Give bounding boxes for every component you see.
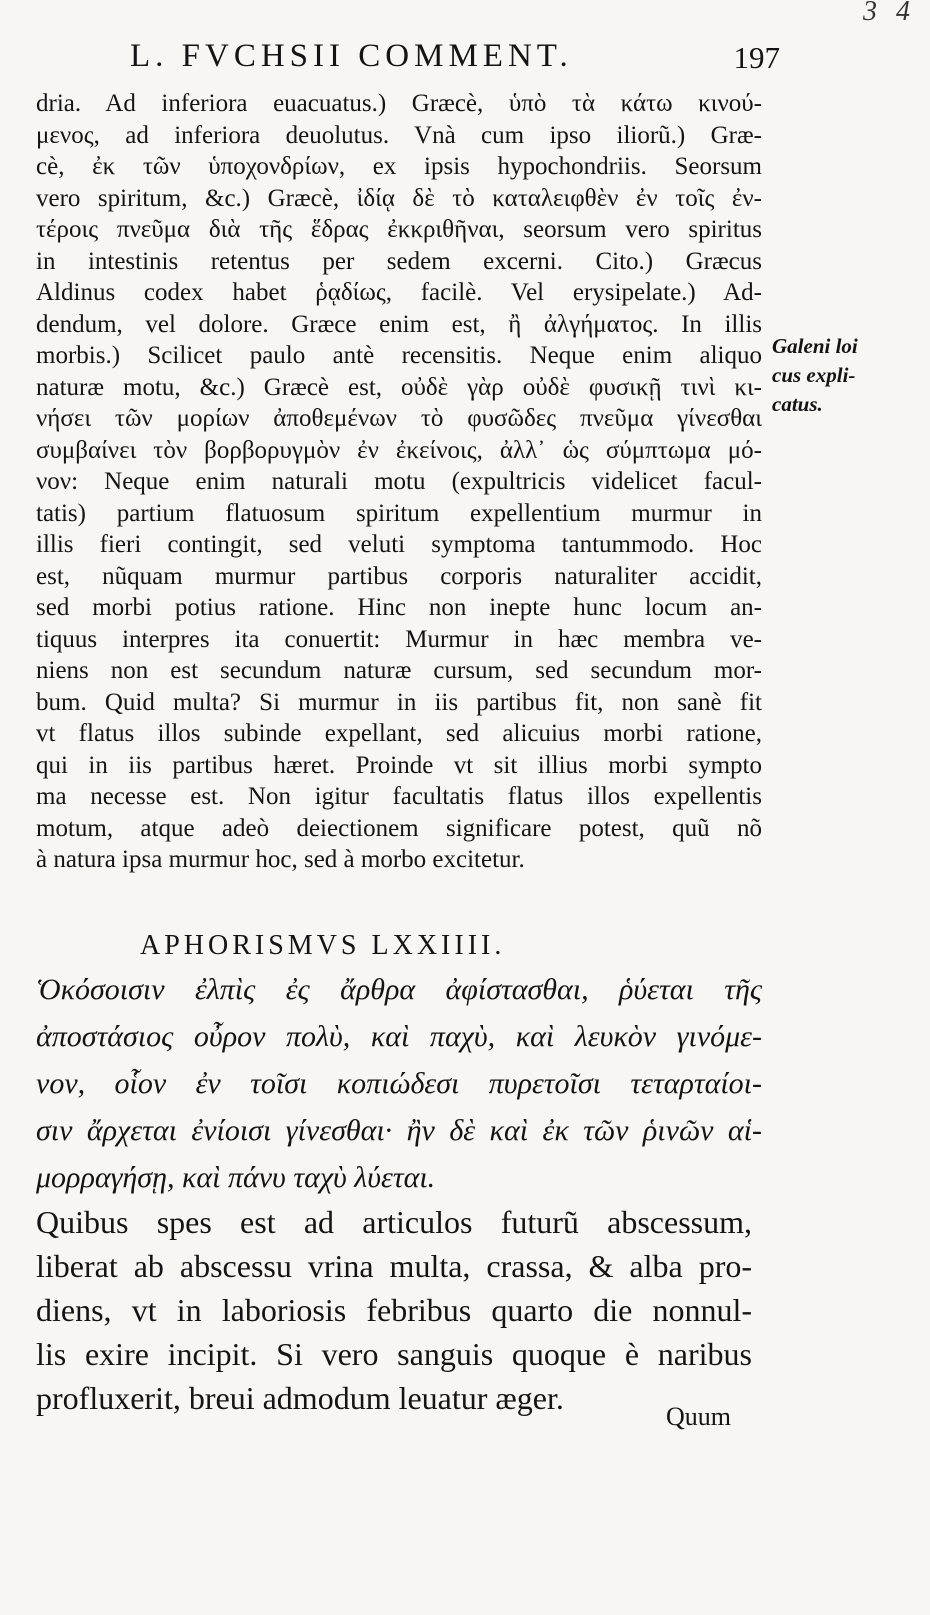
- commentary-line: qui in iis partibus hæret. Proinde vt sit illius morbi sympto: [36, 751, 762, 779]
- latin-line: liberat ab abscessu vrina multa, crassa, & alba pro-: [36, 1248, 752, 1284]
- catchword: Quum: [666, 1402, 731, 1431]
- commentary-line: νον: Neque enim naturali motu (expultricis videlicet facul-: [36, 468, 762, 495]
- greek-line: Ὁκόσοισιν ἐλπὶς ἐς ἄρθρα ἀφίστασθαι, ῥύεται τῆς: [36, 973, 762, 1006]
- running-head: [130, 38, 780, 82]
- commentary-line: tiquus interpres ita conuertit: Murmur in hæc membra ve-: [36, 625, 762, 653]
- commentary-line: νήσει τῶν μορίων ἀποθεμένων τὸ φυσῶδες πνεῦμα γίνεσθαι: [36, 405, 762, 432]
- commentary-line: motum, atque adeò deiectionem significare potest, quũ nõ: [36, 814, 762, 842]
- commentary-line: illis fieri contingit, sed veluti symptoma tantummodo. Hoc: [36, 531, 762, 558]
- commentary-line: dendum, vel dolore. Græce enim est, ἢ ἀλγήματος. In illis: [36, 310, 762, 338]
- aphorism-heading: APHORISMVS LXXIIII.: [140, 930, 506, 961]
- folio-number: 197: [733, 40, 780, 75]
- commentary-line: vero spiritum, &c.) Græcè, ἰδίᾳ δὲ τὸ καταλειφθὲν ἐν τοῖς ἐν-: [36, 184, 762, 212]
- commentary-line: cè, ἐκ τῶν ὑποχονδρίων, ex ipsis hypochondriis. Seorsum: [36, 153, 762, 180]
- commentary-line: dria. Ad inferiora euacuatus.) Græcè, ὑπὸ τὰ κάτω κινού-: [36, 90, 762, 117]
- greek-line: σιν ἄρχεται ἐνίοισι γίνεσθαι· ἢν δὲ καὶ ἐκ τῶν ῥινῶν αἱ-: [36, 1114, 762, 1147]
- marginal-note-line: catus.: [772, 392, 823, 416]
- commentary-line: τέροις πνεῦμα διὰ τῆς ἕδρας ἐκκριθῆναι, seorsum vero spiritus: [36, 216, 762, 243]
- commentary-line: sed morbi potius ratione. Hinc non inepte hunc locum an-: [36, 594, 762, 621]
- latin-line: diens, vt in laboriosis febribus quarto die nonnul-: [36, 1292, 752, 1328]
- marginal-note-line: Galeni loi: [772, 334, 858, 358]
- commentary-line: συμβαίνει τὸν βορβορυγμὸν ἐν ἐκείνοις, ἀλλ᾽ ὡς σύμπτωμα μό-: [36, 436, 762, 464]
- latin-line: profluxerit, breui admodum leuatur æger.: [36, 1380, 564, 1416]
- commentary-line: in intestinis retentus per sedem excerni. Cito.) Græcus: [36, 247, 762, 275]
- commentary-line: Aldinus codex habet ῥᾳδίως, facilè. Vel erysipelate.) Ad-: [36, 279, 762, 306]
- commentary-text: [36, 88, 762, 876]
- greek-line: νον, οἷον ἐν τοῖσι κοπιώδεσι πυρετοῖσι τεταρταίοι-: [36, 1067, 762, 1100]
- greek-line: ἀποστάσιος οὖρον πολὺ, καὶ παχὺ, καὶ λευκὸν γινόμε-: [36, 1020, 762, 1053]
- greek-aphorism-text: [36, 966, 762, 1201]
- commentary-line: morbis.) Scilicet paulo antè recensitis. Neque enim aliquo: [36, 342, 762, 369]
- commentary-line: niens non est secundum naturæ cursum, sed secundum mor-: [36, 657, 762, 684]
- commentary-line: naturæ motu, &c.) Græcè est, οὐδὲ γὰρ οὐδὲ φυσικῇ τινὶ κι-: [36, 373, 762, 401]
- marginal-note: [772, 332, 922, 419]
- corner-marks: 3 4: [863, 0, 916, 27]
- running-title: L. FVCHSII COMMENT.: [130, 38, 573, 74]
- latin-line: Quibus spes est ad articulos futurũ abscessum,: [36, 1204, 752, 1240]
- latin-line: lis exire incipit. Si vero sanguis quoque è naribus: [36, 1336, 752, 1372]
- commentary-line: est, nũquam murmur partibus corporis naturaliter accidit,: [36, 562, 762, 590]
- commentary-line: μενος, ad inferiora deuolutus. Vnà cum ipso iliorũ.) Græ-: [36, 121, 762, 149]
- commentary-line: à natura ipsa murmur hoc, sed à morbo excitetur.: [36, 846, 525, 873]
- commentary-line: vt flatus illos subinde expellant, sed alicuius morbi ratione,: [36, 720, 762, 747]
- latin-aphorism-text: [36, 1200, 752, 1420]
- greek-line: μορραγήσῃ, καὶ πάνυ ταχὺ λύεται.: [36, 1161, 436, 1194]
- marginal-note-line: cus expli-: [772, 363, 856, 387]
- commentary-line: bum. Quid multa? Si murmur in iis partibus fit, non sanè fit: [36, 688, 762, 716]
- commentary-line: ma necesse est. Non igitur facultatis flatus illos expellentis: [36, 783, 762, 810]
- commentary-line: tatis) partium flatuosum spiritum expellentium murmur in: [36, 499, 762, 527]
